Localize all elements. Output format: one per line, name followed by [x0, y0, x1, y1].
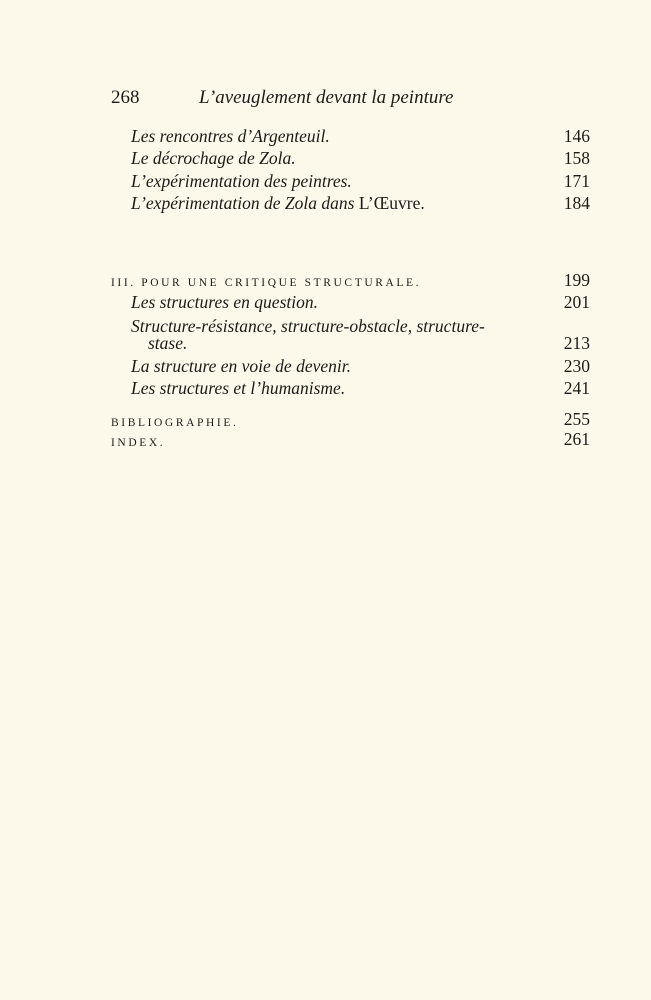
toc-entry-title: L’expérimentation des peintres.: [131, 171, 352, 191]
page-number: 268: [111, 87, 140, 108]
toc-part-page: 199: [563, 270, 590, 290]
toc-entry-page: 213: [563, 333, 590, 353]
toc-entry-title-roman: L’Œuvre.: [354, 193, 425, 213]
toc-entry-title-line1: Structure-résistance, structure-obstacle, structure-: [131, 316, 485, 336]
toc-entry-title: Les rencontres d’Argenteuil.: [131, 126, 330, 146]
toc-back-page: 255: [563, 409, 590, 429]
toc-entry-page: 241: [563, 378, 590, 398]
toc-entry-page: 158: [563, 148, 590, 168]
toc-entry-title: [131, 192, 425, 214]
toc-back-title: BIBLIOGRAPHIE.: [111, 417, 239, 429]
running-title: L’aveuglement devant la peinture: [199, 87, 454, 108]
toc-entry-title: Les structures en question.: [131, 292, 318, 312]
running-head: [111, 86, 511, 110]
toc-entry-title: Le décrochage de Zola.: [131, 148, 296, 168]
toc-entry-page: 146: [563, 126, 590, 146]
toc-entry-page: 171: [563, 171, 590, 191]
toc-entry-page: 201: [563, 292, 590, 312]
toc-entry-title: La structure en voie de devenir.: [131, 356, 351, 376]
toc-entry-page: 184: [563, 193, 590, 213]
toc-entry-page: 230: [563, 356, 590, 376]
toc-part-title: III. POUR UNE CRITIQUE STRUCTURALE.: [111, 277, 422, 289]
toc-entry-title: Les structures et l’humanisme.: [131, 378, 346, 398]
toc-back-title: INDEX.: [111, 437, 166, 449]
toc-entry-title-italic: L’expérimentation de Zola dans: [131, 193, 355, 213]
toc-entry-title-line2: stase.: [148, 333, 188, 353]
toc-back-page: 261: [563, 429, 590, 449]
